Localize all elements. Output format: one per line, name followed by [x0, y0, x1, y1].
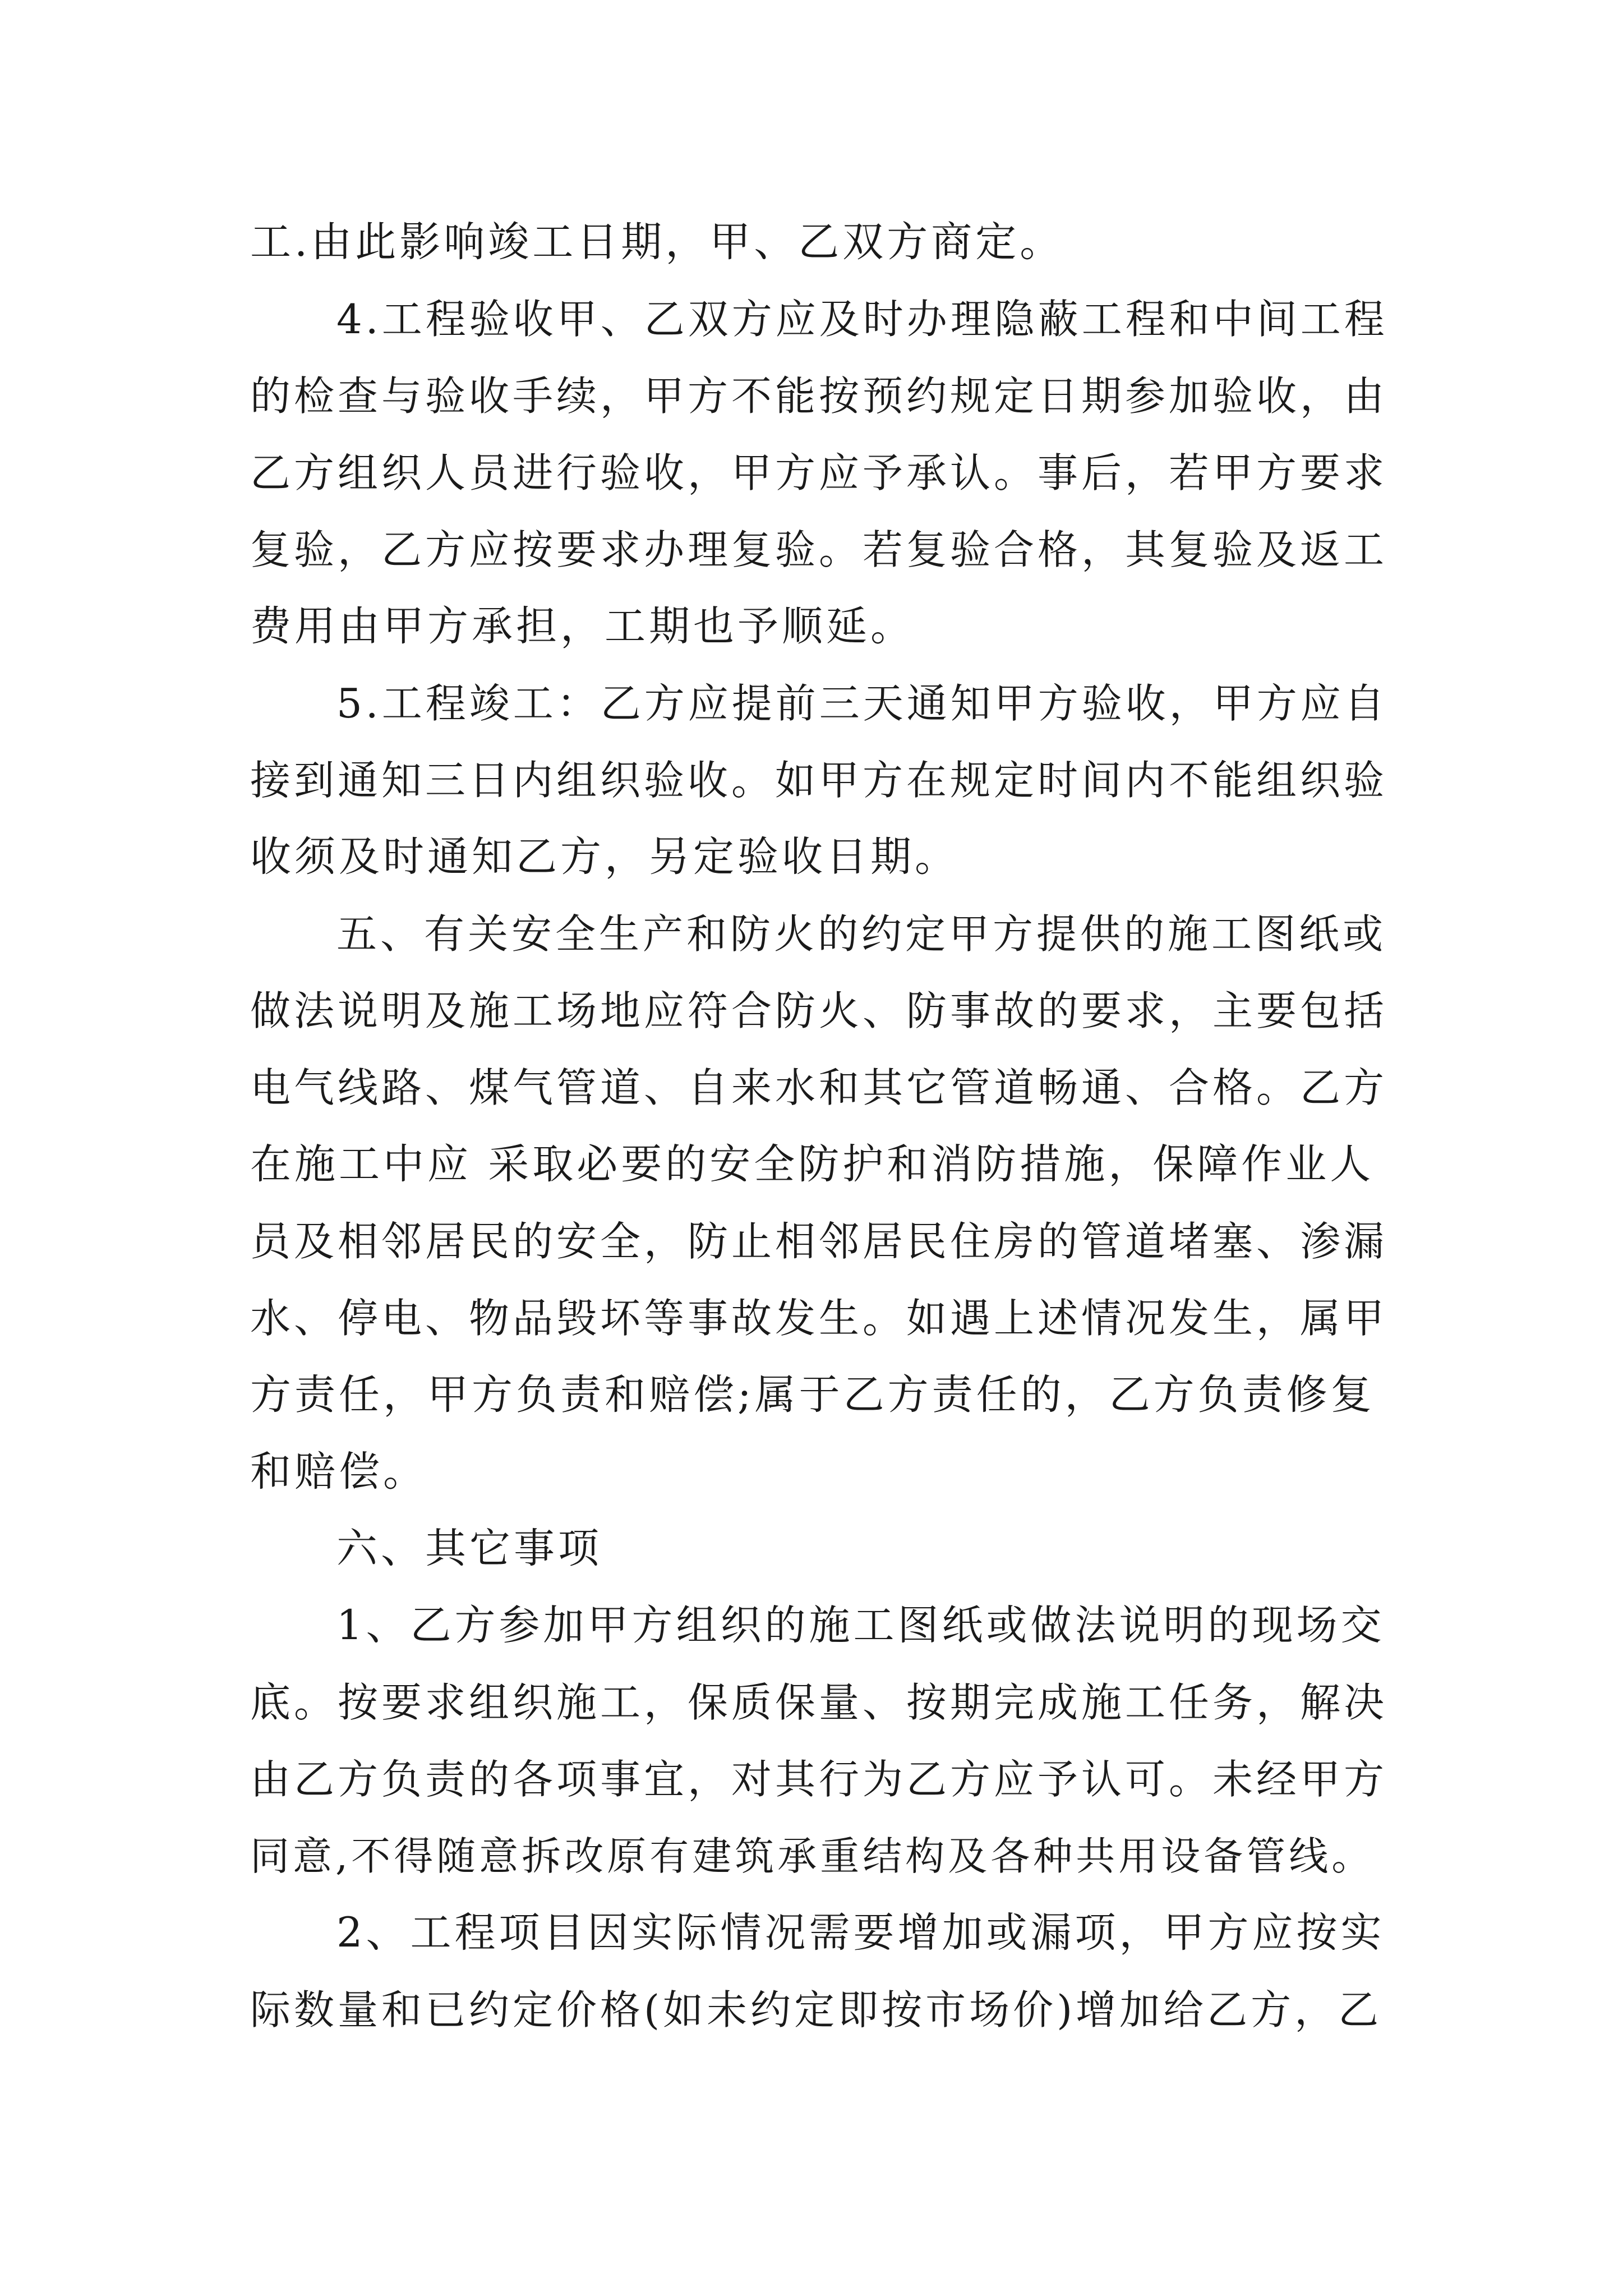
text-line: 4.工程验收甲、乙双方应及时办理隐蔽工程和中间工程 [336, 296, 1388, 343]
text-line: 乙方组织人员进行验收，甲方应予承认。事后，若甲方要求 [250, 449, 1388, 496]
text-line: 2、工程项目因实际情况需要增加或漏项，甲方应按实 [336, 1909, 1385, 1957]
text-line: 复验，乙方应按要求办理复验。若复验合格，其复验及返工 [250, 526, 1388, 573]
text-line: 同意,不得随意拆改原有建筑承重结构及各种共用设备管线。 [250, 1833, 1375, 1879]
text-line: 接到通知三日内组织验收。如甲方在规定时间内不能组织验 [250, 757, 1388, 804]
text-line: 方责任，甲方负责和赔偿;属于乙方责任的，乙方负责修复 [250, 1371, 1375, 1419]
text-line: 际数量和已约定价格(如未约定即按市场价)增加给乙方，乙 [250, 1986, 1382, 2033]
text-line: 由乙方负责的各项事宜，对其行为乙方应予认可。未经甲方 [250, 1756, 1388, 1803]
text-line: 底。按要求组织施工，保质保量、按期完成施工任务，解决 [250, 1679, 1388, 1726]
text-line: 工.由此影响竣工日期，甲、乙双方商定。 [250, 218, 1064, 266]
text-line: 员及相邻居民的安全，防止相邻居民住房的管道堵塞、渗漏 [250, 1218, 1388, 1265]
text-line: 和赔偿。 [250, 1448, 427, 1496]
text-line: 做法说明及施工场地应符合防火、防事故的要求，主要包括 [250, 987, 1388, 1034]
text-line: 1、乙方参加甲方组织的施工图纸或做法说明的现场交 [336, 1602, 1385, 1649]
text-line: 费用由甲方承担，工期也予顺延。 [250, 602, 915, 650]
text-line: 的检查与验收手续，甲方不能按预约规定日期参加验收，由 [250, 372, 1388, 420]
text-line: 电气线路、煤气管道、自来水和其它管道畅通、合格。乙方 [250, 1064, 1388, 1111]
text-line: 收须及时通知乙方，另定验收日期。 [250, 833, 959, 881]
text-line: 水、停电、物品毁坏等事故发生。如遇上述情况发生，属甲 [250, 1295, 1388, 1342]
text-line: 在施工中应 采取必要的安全防护和消防措施，保障作业人 [250, 1140, 1375, 1188]
text-line: 5.工程竣工：乙方应提前三天通知甲方验收，甲方应自 [336, 680, 1388, 727]
text-line: 五、有关安全生产和防火的约定甲方提供的施工图纸或 [336, 910, 1387, 958]
section-heading: 六、其它事项 [336, 1525, 602, 1572]
